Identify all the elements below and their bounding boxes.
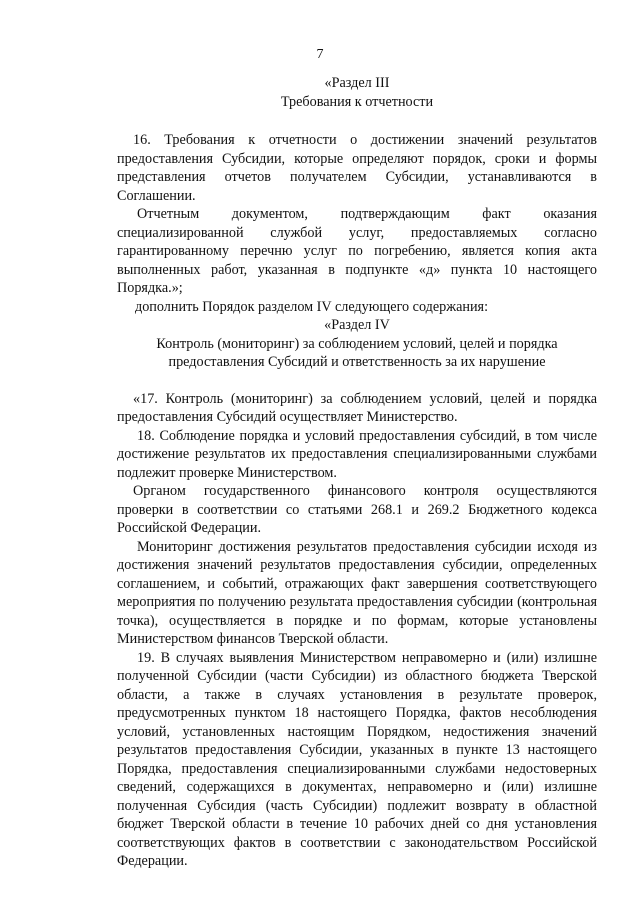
paragraph-monitoring: Мониторинг достижения результатов предоставления субсидии исходя из достижения значений результатов предоставления субсидии, определенных соглашением, и событий, отражающих факт завершения соответствующего мероприятия по получению результата предоставления субсидии (контрольная точка), осуществляется в порядке и по формам, которые установлены Министерством финансов Тверской области. bbox=[117, 538, 597, 647]
paragraph-report-document: Отчетным документом, подтверждающим факт оказания специализированной службой услуг, предоставляемых согласно гарантированному перечню услуг по погребению, является копия акта выполненных работ, указанная в подпункте «д» пункта 10 настоящего Порядка.»; bbox=[117, 206, 597, 296]
paragraph-16: 16. Требования к отчетности о достижении значений результатов предоставления Субсидии, которые определяют порядок, сроки и формы представления отчетов получателем Субсидии, устанавливаются в Соглашении. bbox=[117, 132, 597, 204]
section-3-subtitle: Требования к отчетности bbox=[280, 93, 434, 110]
paragraph-18: 18. Соблюдение порядка и условий предоставления субсидий, в том числе достижение результатов их предоставления специализированными службами подлежит проверке Министерством. bbox=[117, 427, 597, 481]
section-3-title: «Раздел III bbox=[324, 75, 390, 91]
paragraph-amendment-intro: дополнить Порядок разделом IV следующего содержания: bbox=[135, 298, 489, 315]
section-3-heading bbox=[117, 74, 597, 111]
document-body bbox=[117, 74, 597, 871]
section-4-heading bbox=[117, 316, 597, 372]
paragraph-19: 19. В случаях выявления Министерством неправомерно и (или) излишне полученной Субсидии (части Субсидии) из областного бюджета Тверской области, а также в случаях установления в результате проверок, предусмотренных пунктом 18 настоящего Порядка, фактов несоблюдения условий, установленных настоящим Порядком, недостижения значений результатов предоставления Субсидии, указанных в пункте 13 настоящего Порядка, предоставления специализированными службами недостоверных сведений, содержащихся в документах, неправомерно и (или) излишне полученная Субсидия (часть Субсидии) подлежит возврату в областной бюджет Тверской области в течение 10 рабочих дней со дня установления соответствующих фактов в соответствии с законодательством Российской Федерации. bbox=[117, 649, 597, 869]
section-4-title: «Раздел IV bbox=[324, 317, 390, 333]
page-number: 7 bbox=[316, 47, 324, 62]
paragraph-financial-control: Органом государственного финансового контроля осуществляются проверки в соответствии со статьями 268.1 и 269.2 Бюджетного кодекса Российской Федерации. bbox=[117, 483, 597, 536]
paragraph-17: «17. Контроль (мониторинг) за соблюдением условий, целей и порядка предоставления Субсидий осуществляет Министерство. bbox=[117, 390, 597, 425]
section-4-subtitle: Контроль (мониторинг) за соблюдением условий, целей и порядка предоставления Субсидий и ответственность за их нарушение bbox=[156, 335, 558, 370]
